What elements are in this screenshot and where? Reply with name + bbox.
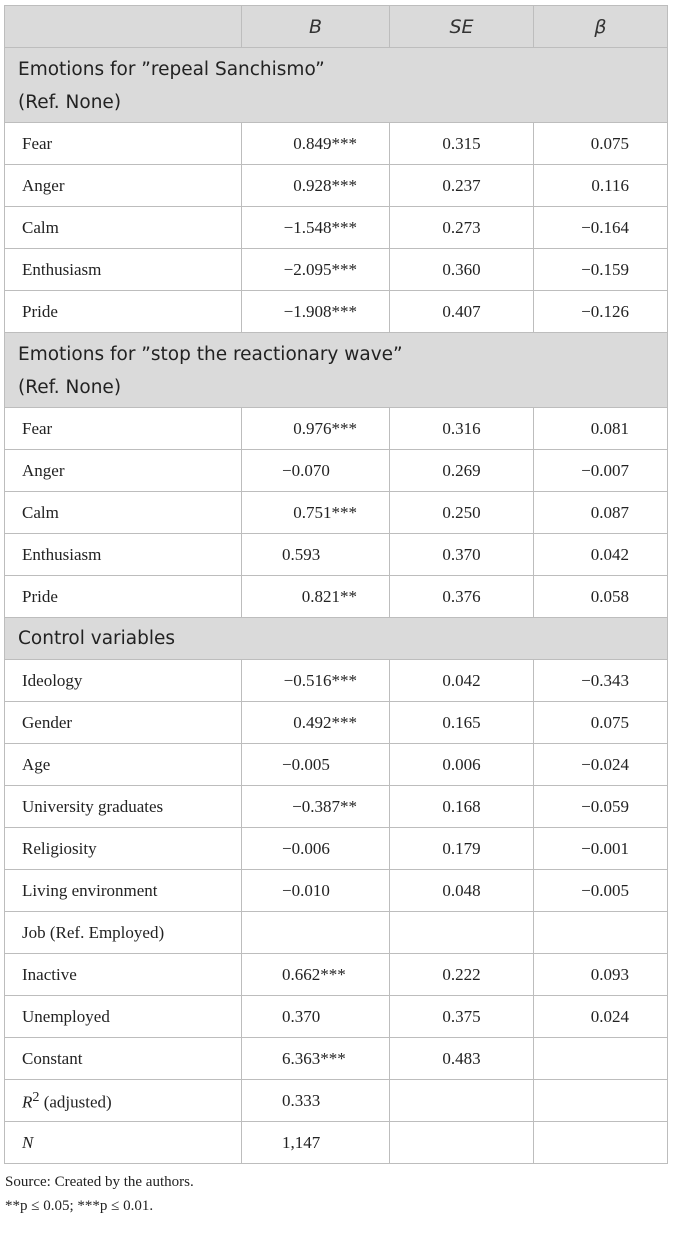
row-label: Fear xyxy=(5,123,242,165)
row-label: University graduates xyxy=(5,786,242,828)
cell-beta: −0.059 xyxy=(534,786,668,828)
cell-beta: −0.005 xyxy=(534,870,668,912)
table-notes xyxy=(4,1170,667,1218)
row-label-n xyxy=(5,1122,242,1164)
cell-b: 0.492*** xyxy=(242,702,390,744)
row-label: Job (Ref. Employed) xyxy=(5,912,242,954)
cell-se: 0.376 xyxy=(390,576,534,618)
r-squared-row xyxy=(5,1080,668,1122)
row-label: Anger xyxy=(5,165,242,207)
cell-b: −0.005 xyxy=(242,744,390,786)
row-label: Ideology xyxy=(5,660,242,702)
cell-se: 0.370 xyxy=(390,534,534,576)
cell-b: −0.010 xyxy=(242,870,390,912)
source-note: Source: Created by the authors. xyxy=(5,1174,194,1190)
cell-se: 0.315 xyxy=(390,123,534,165)
section-title: Emotions for ”repeal Sanchismo” xyxy=(18,59,325,80)
row-label: Anger xyxy=(5,450,242,492)
cell-b: 0.928*** xyxy=(242,165,390,207)
cell-b: 0.821** xyxy=(242,576,390,618)
cell-b: 1,147 xyxy=(242,1122,390,1164)
cell-b: 6.363*** xyxy=(242,1038,390,1080)
section-title: Emotions for ”stop the reactionary wave” xyxy=(18,344,403,365)
cell-se: 0.006 xyxy=(390,744,534,786)
cell-b: 0.593 xyxy=(242,534,390,576)
table-row xyxy=(5,534,668,576)
cell-b: −0.070 xyxy=(242,450,390,492)
row-label: Living environment xyxy=(5,870,242,912)
cell-se: 0.042 xyxy=(390,660,534,702)
cell-se: 0.483 xyxy=(390,1038,534,1080)
cell-se: 0.237 xyxy=(390,165,534,207)
cell-b: 0.333 xyxy=(242,1080,390,1122)
cell-se: 0.273 xyxy=(390,207,534,249)
n-symbol: N xyxy=(22,1132,34,1152)
cell-beta: −0.001 xyxy=(534,828,668,870)
cell-beta: 0.024 xyxy=(534,996,668,1038)
cell-beta xyxy=(534,1038,668,1080)
cell-beta: 0.093 xyxy=(534,954,668,996)
cell-beta: 0.075 xyxy=(534,702,668,744)
cell-se xyxy=(390,912,534,954)
row-label: Inactive xyxy=(5,954,242,996)
cell-b xyxy=(242,912,390,954)
table-row xyxy=(5,954,668,996)
cell-b: −1.908*** xyxy=(242,291,390,333)
cell-se: 0.269 xyxy=(390,450,534,492)
section-subtitle: (Ref. None) xyxy=(18,92,122,113)
cell-se: 0.360 xyxy=(390,249,534,291)
table-row xyxy=(5,123,668,165)
cell-b: 0.751*** xyxy=(242,492,390,534)
r2-superscript: 2 xyxy=(32,1088,40,1105)
cell-beta: 0.081 xyxy=(534,408,668,450)
cell-beta: −0.024 xyxy=(534,744,668,786)
regression-table xyxy=(4,5,668,1164)
cell-beta: 0.042 xyxy=(534,534,668,576)
table-row xyxy=(5,660,668,702)
section-header-repeal-sanchismo xyxy=(5,48,668,123)
cell-beta: 0.075 xyxy=(534,123,668,165)
header-b: B xyxy=(242,6,390,48)
cell-beta: 0.058 xyxy=(534,576,668,618)
row-label: Religiosity xyxy=(5,828,242,870)
cell-se: 0.250 xyxy=(390,492,534,534)
row-label: Fear xyxy=(5,408,242,450)
row-label: Calm xyxy=(5,207,242,249)
table-row xyxy=(5,912,668,954)
table-row xyxy=(5,291,668,333)
header-variable xyxy=(5,6,242,48)
cell-b: −0.387** xyxy=(242,786,390,828)
cell-se: 0.375 xyxy=(390,996,534,1038)
cell-b: 0.976*** xyxy=(242,408,390,450)
table-row xyxy=(5,576,668,618)
cell-b: −1.548*** xyxy=(242,207,390,249)
row-label: Pride xyxy=(5,576,242,618)
row-label: Enthusiasm xyxy=(5,249,242,291)
table-row xyxy=(5,702,668,744)
row-label-r2 xyxy=(5,1080,242,1122)
r2-label-text: (adjusted) xyxy=(39,1092,112,1112)
section-title: Control variables xyxy=(5,618,668,660)
table-row xyxy=(5,492,668,534)
cell-b: 0.849*** xyxy=(242,123,390,165)
table-row xyxy=(5,249,668,291)
section-header-control-variables xyxy=(5,618,668,660)
cell-se: 0.165 xyxy=(390,702,534,744)
table-row xyxy=(5,870,668,912)
table-row xyxy=(5,207,668,249)
cell-beta: 0.087 xyxy=(534,492,668,534)
table-row xyxy=(5,408,668,450)
cell-se: 0.048 xyxy=(390,870,534,912)
row-label: Age xyxy=(5,744,242,786)
section-header-reactionary-wave xyxy=(5,333,668,408)
row-label: Enthusiasm xyxy=(5,534,242,576)
cell-beta: −0.164 xyxy=(534,207,668,249)
cell-beta: −0.159 xyxy=(534,249,668,291)
cell-beta xyxy=(534,912,668,954)
r2-symbol: R xyxy=(22,1092,33,1112)
table-row xyxy=(5,996,668,1038)
row-label: Unemployed xyxy=(5,996,242,1038)
cell-beta: −0.007 xyxy=(534,450,668,492)
row-label: Constant xyxy=(5,1038,242,1080)
row-label: Gender xyxy=(5,702,242,744)
cell-b: −2.095*** xyxy=(242,249,390,291)
regression-table-container xyxy=(4,5,667,1218)
n-row xyxy=(5,1122,668,1164)
cell-b: 0.662*** xyxy=(242,954,390,996)
cell-se: 0.168 xyxy=(390,786,534,828)
row-label: Pride xyxy=(5,291,242,333)
cell-b: −0.006 xyxy=(242,828,390,870)
row-label: Calm xyxy=(5,492,242,534)
cell-se: 0.407 xyxy=(390,291,534,333)
cell-b: 0.370 xyxy=(242,996,390,1038)
table-row xyxy=(5,165,668,207)
cell-beta: −0.126 xyxy=(534,291,668,333)
cell-beta: −0.343 xyxy=(534,660,668,702)
table-row xyxy=(5,828,668,870)
significance-note: **p ≤ 0.05; ***p ≤ 0.01. xyxy=(5,1198,154,1214)
table-row xyxy=(5,786,668,828)
header-se: SE xyxy=(390,6,534,48)
cell-se: 0.316 xyxy=(390,408,534,450)
section-subtitle: (Ref. None) xyxy=(18,377,122,398)
table-row xyxy=(5,1038,668,1080)
cell-se: 0.179 xyxy=(390,828,534,870)
table-row xyxy=(5,744,668,786)
header-row xyxy=(5,6,668,48)
cell-beta: 0.116 xyxy=(534,165,668,207)
cell-b: −0.516*** xyxy=(242,660,390,702)
cell-se: 0.222 xyxy=(390,954,534,996)
table-row xyxy=(5,450,668,492)
header-beta: β xyxy=(534,6,668,48)
